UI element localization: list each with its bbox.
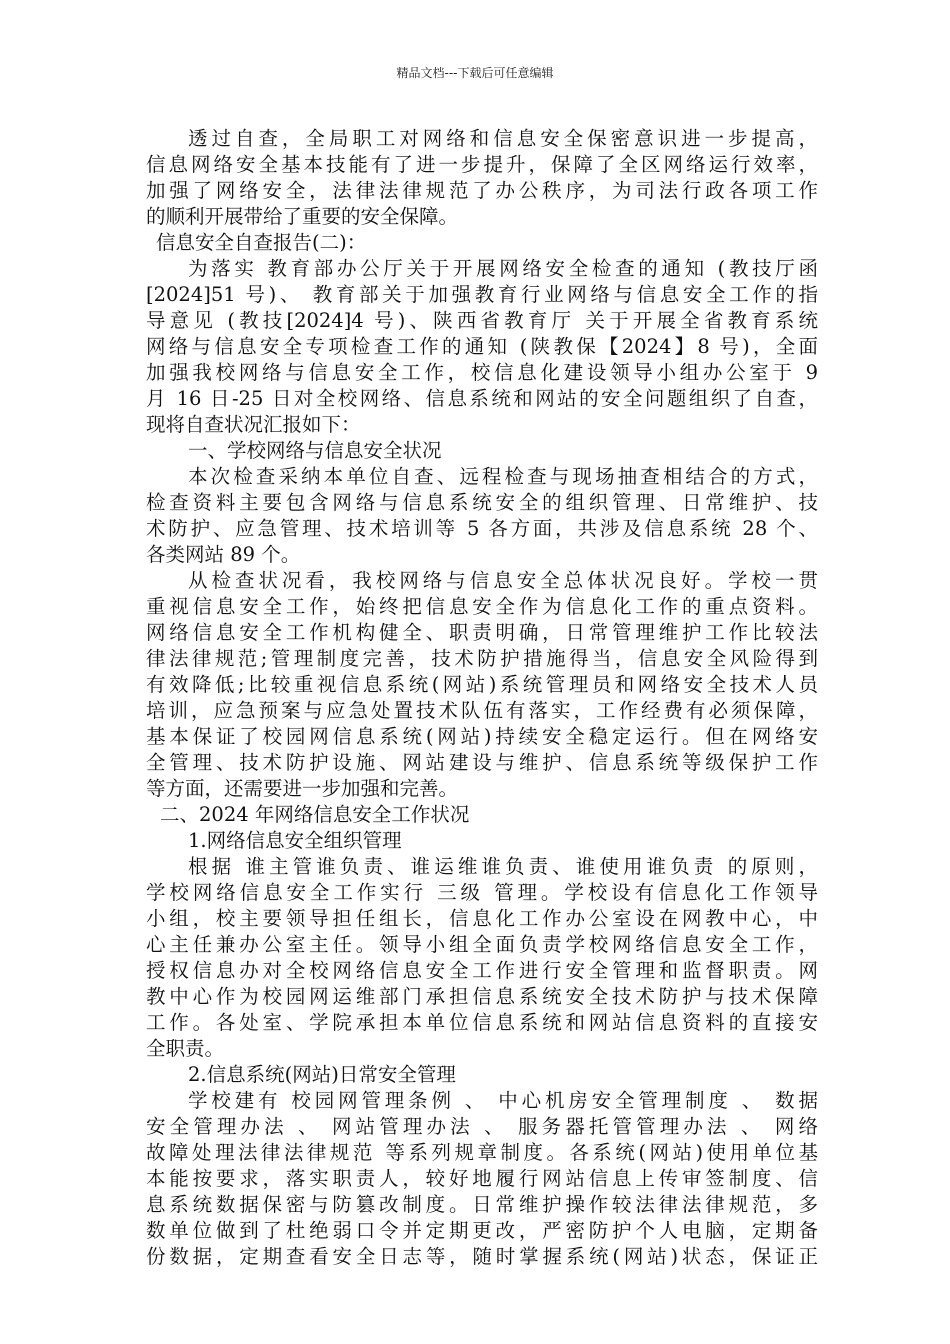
text-line: 学校建有 校园网管理条例 、 中心机房安全管理制度 、 数据: [188, 1089, 818, 1112]
text-line: 学校网络信息安全工作实行 三级 管理。学校设有信息化工作领导: [146, 881, 818, 904]
text-line: 2.信息系统(网站)日常安全管理: [188, 1063, 456, 1086]
text-line: [2024]51 号)、 教育部关于加强教育行业网络与信息安全工作的指: [146, 283, 818, 306]
text-line: 等方面，还需要进一步加强和完善。: [146, 777, 459, 800]
text-line: 授权信息办对全校网络信息安全工作进行安全管理和监督职责。网: [146, 959, 818, 982]
page-header: 精品文档---下载后可任意编辑: [396, 66, 554, 80]
text-line: 培训，应急预案与应急处置技术队伍有落实，工作经费有必须保障，: [146, 699, 818, 722]
text-line: 息系统数据保密与防篡改制度。日常维护操作较法律法律规范，多: [146, 1193, 818, 1216]
text-line: 根据 谁主管谁负责、谁运维谁负责、谁使用谁负责 的原则，: [188, 855, 818, 878]
text-line: 一、学校网络与信息安全状况: [188, 439, 442, 462]
text-line: 为落实 教育部办公厅关于开展网络安全检查的通知 (教技厅函: [188, 257, 818, 280]
text-line: 加强了网络安全，法律法律规范了办公秩序，为司法行政各项工作: [146, 179, 818, 202]
text-line: 1.网络信息安全组织管理: [188, 829, 402, 852]
text-line: 份数据，定期查看安全日志等，随时掌握系统(网站)状态，保证正: [146, 1245, 818, 1268]
text-line: 透过自查，全局职工对网络和信息安全保密意识进一步提高，: [188, 127, 818, 150]
text-line: 二、2024 年网络信息安全工作状况: [160, 803, 470, 826]
document-body: [146, 126, 818, 1270]
text-line: 安全管理办法 、 网站管理办法 、 服务器托管管理办法 、 网络: [146, 1115, 818, 1138]
text-line: 导意见 (教技[2024]4 号)、陕西省教育厅 关于开展全省教育系统: [146, 309, 818, 332]
text-line: 信息网络安全基本技能有了进一步提升，保障了全区网络运行效率，: [146, 153, 818, 176]
text-line: 现将自查状况汇报如下：: [146, 413, 361, 436]
text-line: 网络信息安全工作机构健全、职责明确，日常管理维护工作比较法: [146, 621, 818, 644]
text-line: 术防护、应急管理、技术培训等 5 各方面，共涉及信息系统 28 个、: [146, 517, 818, 540]
text-line: 工作。各处室、学院承担本单位信息系统和网站信息资料的直接安: [146, 1011, 818, 1034]
text-line: 各类网站 89 个。: [146, 543, 301, 566]
text-line: 故障处理法律法律规范 等系列规章制度。各系统(网站)使用单位基: [146, 1141, 818, 1164]
text-line: 本能按要求，落实职责人，较好地履行网站信息上传审签制度、信: [146, 1167, 818, 1190]
text-line: 小组，校主要领导担任组长，信息化工作办公室设在网教中心，中: [146, 907, 818, 930]
text-line: 信息安全自查报告(二)：: [156, 231, 367, 254]
text-line: 加强我校网络与信息安全工作，校信息化建设领导小组办公室于 9: [146, 361, 818, 384]
text-line: 数单位做到了杜绝弱口令并定期更改，严密防护个人电脑，定期备: [146, 1219, 818, 1242]
text-line: 全管理、技术防护设施、网站建设与维护、信息系统等级保护工作: [146, 751, 818, 774]
text-line: 心主任兼办公室主任。领导小组全面负责学校网络信息安全工作，: [146, 933, 818, 956]
text-line: 全职责。: [146, 1037, 225, 1060]
text-line: 网络与信息安全专项检查工作的通知 (陕教保【2024】8 号)，全面: [146, 335, 818, 358]
text-line: 的顺利开展带给了重要的安全保障。: [146, 205, 459, 228]
text-line: 重视信息安全工作，始终把信息安全作为信息化工作的重点资料。: [146, 595, 818, 618]
text-line: 教中心作为校园网运维部门承担信息系统安全技术防护与技术保障: [146, 985, 818, 1008]
text-line: 检查资料主要包含网络与信息系统安全的组织管理、日常维护、技: [146, 491, 818, 514]
text-line: 从检查状况看，我校网络与信息安全总体状况良好。学校一贯: [188, 569, 818, 592]
text-line: 律法律规范;管理制度完善，技术防护措施得当，信息安全风险得到: [146, 647, 818, 670]
text-line: 月 16 日-25 日对全校网络、信息系统和网站的安全问题组织了自查，: [146, 387, 818, 410]
text-line: 本次检查采纳本单位自查、远程检查与现场抽查相结合的方式，: [188, 465, 818, 488]
text-line: 基本保证了校园网信息系统(网站)持续安全稳定运行。但在网络安: [146, 725, 818, 748]
text-line: 有效降低;比较重视信息系统(网站)系统管理员和网络安全技术人员: [146, 673, 818, 696]
